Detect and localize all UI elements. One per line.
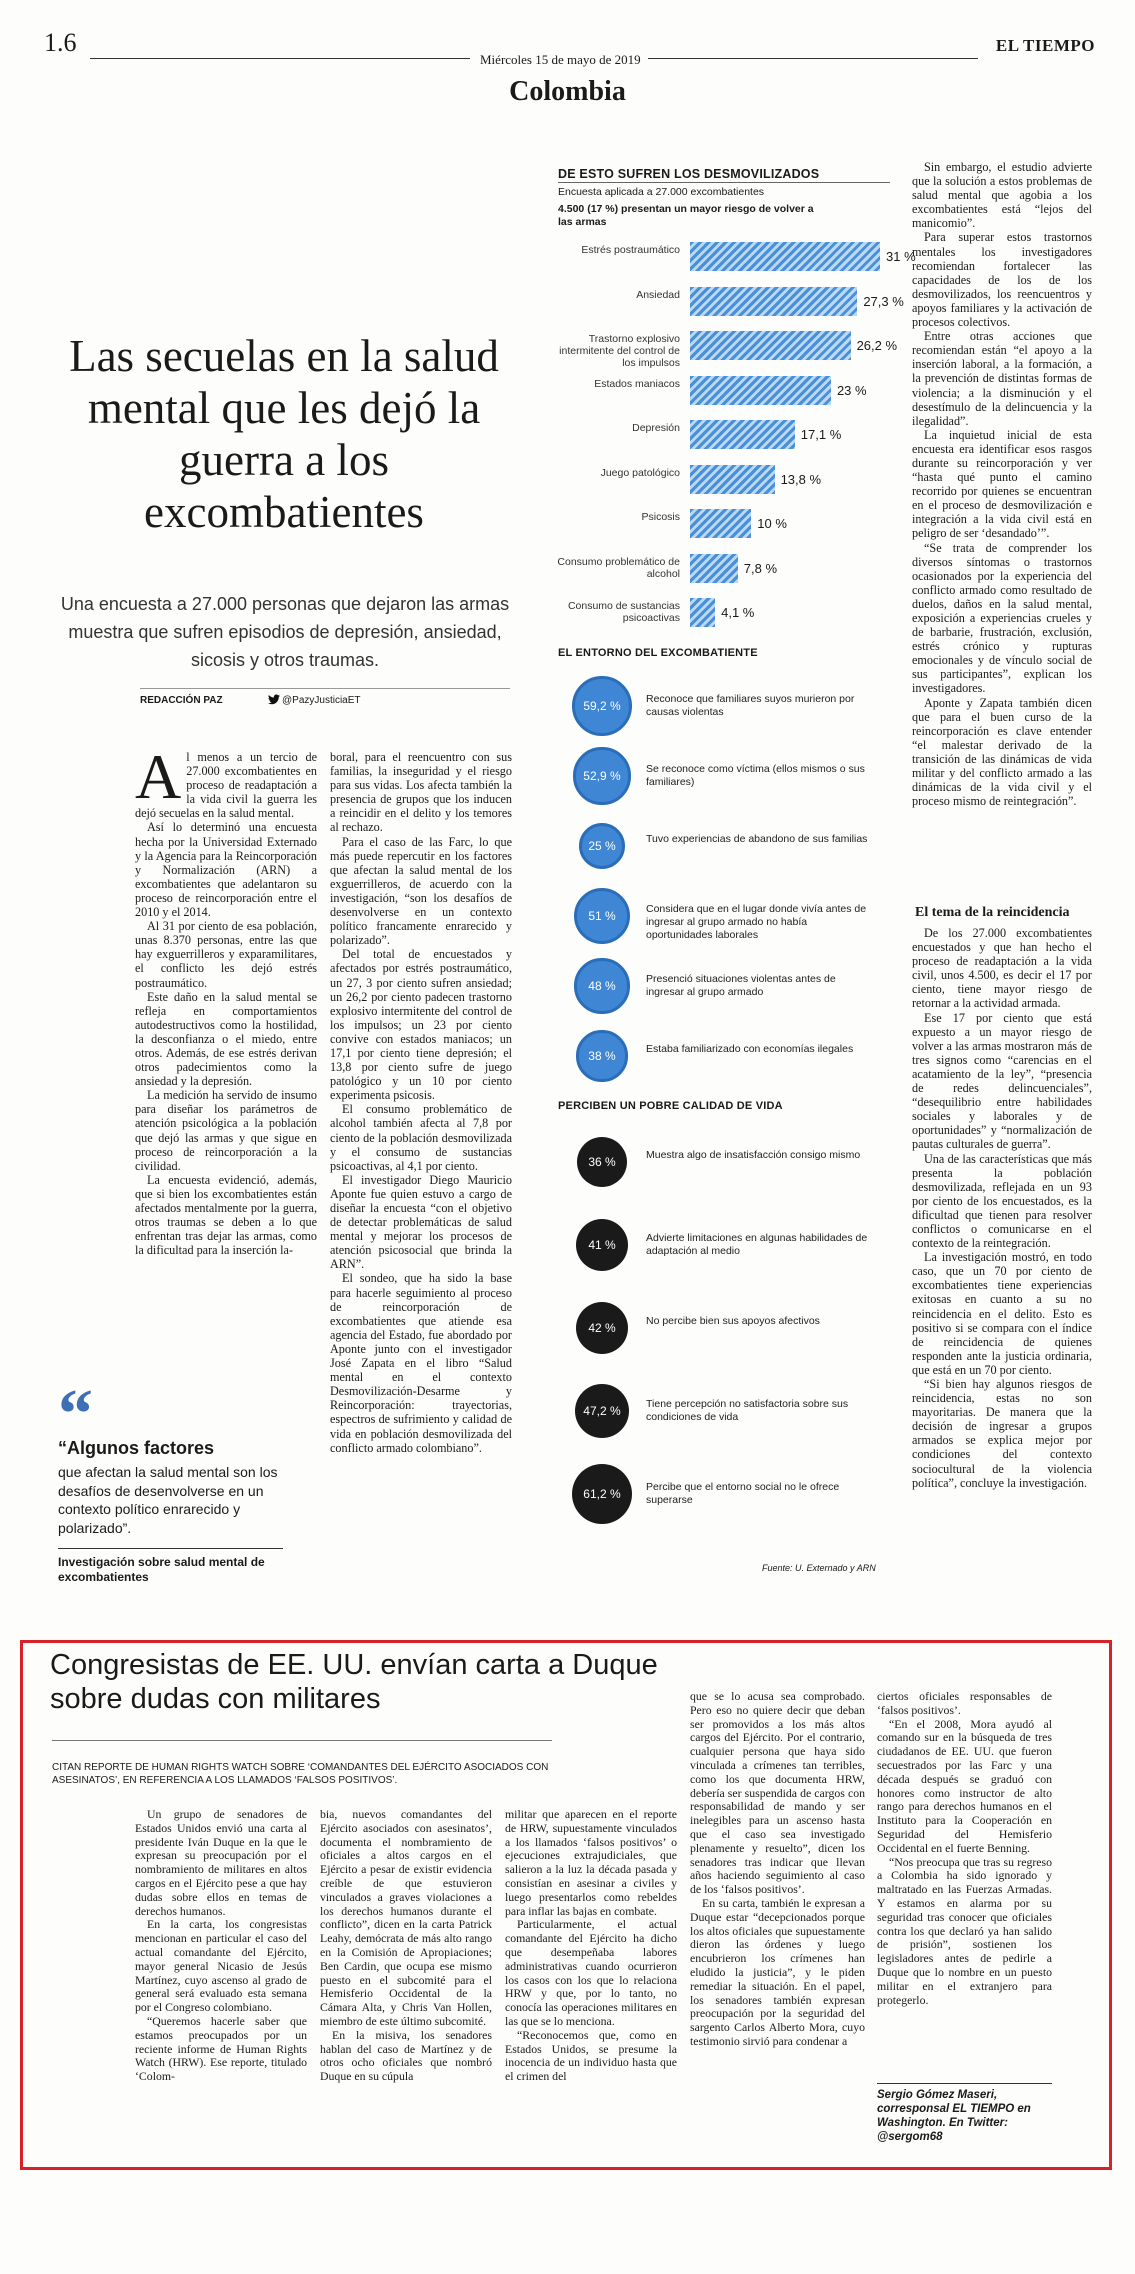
- bubble: 59,2 %: [572, 676, 632, 736]
- story2-column-1: [135, 1808, 307, 2084]
- bar-label: Psicosis: [641, 511, 680, 523]
- paragraph: militar que aparecen en el reporte de HRW, supuestamente vinculados a los llamados ‘falsos positivos’ o ejecuciones extrajudiciales, que salieron a la luz la década pasada y consistían en asesinar a civiles y luego presentarlos como rebeldes para inflar las bajas en combate.: [505, 1807, 677, 1918]
- bar-label: Depresión: [632, 422, 680, 434]
- environment-section-title: EL ENTORNO DEL EXCOMBATIENTE: [558, 647, 758, 659]
- section-title: Colombia: [509, 76, 626, 107]
- paper-logo: EL TIEMPO: [995, 36, 1095, 55]
- article-column-1: [135, 741, 317, 1258]
- paragraph: Así lo determinó una encuesta hecha por la Universidad Externado y la Agencia para la Reincorporación y Normalización (ARN) a excombatientes que adelantaron su proceso de reincorporación entre el 2010 y el 2014.: [135, 820, 317, 920]
- pull-quote-lead: “Algunos factores: [58, 1438, 215, 1458]
- chart-title-rule: [558, 182, 890, 183]
- chart-title: DE ESTO SUFREN LOS DESMOVILIZADOS: [558, 167, 820, 181]
- bar: [690, 287, 857, 316]
- bubble-description: Presenció situaciones violentas antes de ingresar al grupo armado: [646, 973, 836, 998]
- paragraph: “Reconocemos que, como en Estados Unidos, se presume la inocencia de un individuo hasta que el crimen del: [505, 2027, 677, 2084]
- bar-label: Trastorno explosivo intermitente del control de los impulsos: [559, 333, 680, 369]
- bubble: 25 %: [579, 823, 625, 869]
- paragraph: “Se trata de comprender los diversos síntomas o trastornos ocasionados por la experiencia del conflicto armado como resultado de duelos, daños en la salud mental, exposición a experiencias crueles y de barbarie, frustración, exclusión, estrés crónico y rupturas emocionales y de vínculo social de sus participantes”, explican los investigadores.: [912, 540, 1092, 696]
- bar: [690, 331, 851, 360]
- paragraph: Sin embargo, el estudio advierte que la solución a estos problemas de salud mental que agobia a los excombatientes está “lejos del manicomio”.: [912, 160, 1092, 231]
- story2-column-4: [690, 1690, 865, 2049]
- bar: [690, 509, 751, 538]
- paragraph: Ese 17 por ciento que está expuesto a un mayor riesgo de volver a las armas mostraron más de tres signos como “carencias en el acatamiento de la ley”, “presencia de redes delincuenciales”, “desequilibrio entre habilidades sociales y laborales y de oportunidades” y “normalización de pautas culturales de guerra”.: [912, 1010, 1092, 1152]
- bubble: 47,2 %: [575, 1384, 630, 1439]
- deck: Una encuesta a 27.000 personas que dejaron las armas muestra que sufren episodios de depresión, ansiedad, sicosis y otros traumas.: [60, 594, 510, 670]
- bubble-description: Estaba familiarizado con economías ilegales: [646, 1043, 854, 1055]
- bar-value-label: 4,1 %: [721, 605, 755, 620]
- bubble-description: No percibe bien sus apoyos afectivos: [646, 1315, 820, 1327]
- bubble-description: Reconoce que familiares suyos murieron por causas violentas: [646, 693, 855, 718]
- bar-value-label: 7,8 %: [743, 560, 778, 576]
- paragraph: La medición ha servido de insumo para diseñar los parámetros de atención psicológica a la población que dejó las armas y que sigue en proceso de reincorporación a la civilidad.: [135, 1088, 317, 1173]
- quality-section-title: PERCIBEN UN POBRE CALIDAD DE VIDA: [558, 1100, 783, 1112]
- pull-quote-rule: [58, 1548, 283, 1549]
- story2-column-2: [320, 1808, 492, 2084]
- paragraph: “Queremos hacerle saber que estamos preocupados por un reciente informe de Human Rights Watch (HRW). Ese reporte, titulado ‘Colom-: [135, 2013, 307, 2084]
- paragraph: La inquietud inicial de esta encuesta era identificar esos rasgos durante su reincorporación y ver “hasta qué punto el camino recorrido por quienes se encuentran en el proceso de desmovilización e integración a la vida civil está en peligro de ser ‘desandado’”.: [912, 427, 1092, 541]
- paragraph: En la carta, los congresistas mencionan en particular el caso del actual comandante del Ejército, mayor general Nicasio de Jesús Martínez, cuyo ascenso al grado de general será evaluado esta semana por el Congreso colombiano.: [135, 1917, 307, 2015]
- bubble: 48 %: [574, 958, 629, 1013]
- article-column-2: [330, 750, 512, 1455]
- story2-column-5: [877, 1690, 1052, 2007]
- quote-mark-icon: “: [58, 1376, 93, 1453]
- bar-value-label: 23 %: [836, 382, 867, 398]
- signature-rule: [877, 2083, 1052, 2084]
- bar-label: Estrés postraumático: [581, 244, 680, 256]
- twitter-bird-icon: [268, 692, 280, 710]
- paragraph: La encuesta evidenció, además, que si bien los excombatientes están afectados mentalmente por la guerra, otros traumas se deben a lo que enfrentan tras dejar las armas, como la dificultad para la inserción la-: [135, 1172, 317, 1258]
- bubble-description: Advierte limitaciones en algunas habilidades de adaptación al medio: [646, 1232, 868, 1257]
- header-rule-right: [648, 58, 978, 59]
- bubble: 36 %: [577, 1137, 627, 1187]
- bar: [690, 242, 880, 271]
- pull-quote-text: que afectan la salud mental son los desafíos de desenvolverse en un contexto político enrarecido y polarizado”.: [58, 1464, 278, 1536]
- bar-label: Consumo de sustancias psicoactivas: [567, 600, 680, 624]
- header-rule-left: [90, 58, 470, 59]
- second-headline-rule: [52, 1740, 552, 1741]
- bubble-description: Tiene percepción no satisfactoria sobre sus condiciones de vida: [646, 1398, 849, 1423]
- paragraph: En su carta, también le expresan a Duque estar “decepcionados porque los altos oficiales que supuestamente dieron las órdenes y luego encubrieron los crímenes han eludido la justicia”, y le piden remediar la situación. En el papel, los senadores también expresan preocupación por la seguridad del sargento Carlos Alberto Mora, cuyo testimonio sirvió para condenar a: [690, 1895, 865, 2048]
- bubble-description: Se reconoce como víctima (ellos mismos o sus familiares): [646, 763, 865, 788]
- bar-value-label: 31 %: [886, 249, 916, 264]
- bar-value-label: 17,1 %: [800, 427, 842, 442]
- dateline: Miércoles 15 de mayo de 2019: [480, 52, 641, 67]
- bar-value-label: 13,8 %: [780, 471, 822, 487]
- bar-label: Ansiedad: [636, 288, 680, 301]
- bar-value-label: 26,2 %: [856, 338, 898, 353]
- paragraph: “Nos preocupa que tras su regreso a Colombia ha sido ignorado y maltratado en las Fuerzas Armadas. Y estamos en alarma por su seguridad tras conocer que oficiales contra los que declaró ya han salido de prisión”, sostienen los legisladores antes de pedirle a Duque que lo nombre en un puesto militar en el extranjero para protegerlo.: [877, 1854, 1052, 2007]
- bubble: 61,2 %: [572, 1464, 632, 1524]
- paragraph: Un grupo de senadores de Estados Unidos envió una carta al presidente Iván Duque en la que le expresan su preocupación por el nombramiento de militares en altos cargos en el Ejército pese a que hay dudas sobre ellos en temas de derechos humanos.: [135, 1807, 307, 1918]
- bar: [690, 420, 795, 449]
- paragraph: El investigador Diego Mauricio Aponte fue quien estuvo a cargo de diseñar la encuesta “con el objetivo de detectar problemáticas de salud mental y mejorar los procesos de atención psicosocial que brinda la ARN”.: [330, 1172, 512, 1272]
- bubble: 51 %: [574, 888, 630, 944]
- paragraph: boral, para el reencuentro con sus familias, la inseguridad y el riesgo para sus vidas. Los afecta también la presencia de grupos que los inducen a reincidir en el delito y los temores al rechazo.: [330, 750, 512, 835]
- pull-quote-source: Investigación sobre salud mental de excombatientes: [58, 1555, 265, 1584]
- bar: [690, 376, 831, 405]
- bar-value-label: 27,3 %: [863, 293, 904, 309]
- dropcap: A: [135, 741, 182, 812]
- signature: Sergio Gómez Maseri, corresponsal EL TIEMPO en Washington. En Twitter: @sergom68: [877, 2089, 1031, 2143]
- paragraph: Aponte y Zapata también dicen que para el buen curso de la reincorporación es clave entender “el malestar derivado de la transición de las dinámicas de vida militar y del conflicto armado a las dinámicas de la vida civil y el proceso mismo de reintegración”.: [912, 695, 1092, 809]
- paragraph: Para superar estos trastornos mentales los investigadores recomiendan fortalecer las capacidades de los de los desmovilizados, los reencuentros y apoyos familiares y la activación de procesos colectivos.: [912, 230, 1092, 330]
- bar-label: Juego patológico: [600, 466, 680, 479]
- paragraph: De los 27.000 excombatientes encuestados y que han hecho el proceso de readaptación a la vida civil, unos 4.500, es decir el 17 por ciento, tiene mayor riesgo de retornar a la actividad armada.: [912, 926, 1092, 1011]
- paragraph: Una de las características que más presenta la población desmovilizada, reflejada en un 93 por ciento de los encuestados, es la dificultad que tienen para resolver conflictos o comunicarse en el contexto de la reintegración.: [912, 1151, 1092, 1251]
- bar: [690, 465, 775, 494]
- paragraph: ciertos oficiales responsables de ‘falsos positivos’.: [877, 1689, 1052, 1717]
- chart-subtitle: Encuesta aplicada a 27.000 excombatientes: [558, 186, 765, 198]
- paragraph: La investigación mostró, en todo caso, que un 70 por ciento de excombatientes tiene experiencias exitosas en cuanto a su no reincidencia en el delito. Esto es positivo si se compara con el índice de reincidencia de quienes responden ante la justicia ordinaria, que está en un 70 por ciento.: [912, 1250, 1092, 1377]
- bubble-description: Tuvo experiencias de abandono de sus familias: [646, 833, 868, 845]
- paragraph: Entre otras acciones que recomiendan están “el apoyo a la inserción laboral, a la formación, a la prevención de distintas formas de violencia; a la disminución y el desestímulo de la delincuencia y la ilegalidad”.: [912, 329, 1092, 428]
- paragraph: En la misiva, los senadores hablan del caso de Martínez y de otros ocho oficiales que nombró Duque en su cúpula: [320, 2027, 492, 2084]
- main-headline: Las secuelas en la salud mental que les dejó la guerra a los excombatientes: [69, 331, 499, 537]
- bubble-description: Percibe que el entorno social no le ofrece superarse: [646, 1481, 840, 1506]
- paragraph: l menos a un tercio de 27.000 excombatientes en proceso de readaptación a la vida civil la guerra les dejó secuelas en la salud mental.: [135, 750, 317, 821]
- bar: [690, 554, 738, 583]
- paragraph: Este daño en la salud mental se refleja en comportamientos autodestructivos como la hostilidad, la desconfianza o el miedo, entre otros. Además, de ese estrés derivan otros padecimientos como la ansiedad y la depresión.: [135, 989, 317, 1089]
- bubble: 52,9 %: [573, 747, 630, 804]
- chart-highlight: 4.500 (17 %) presentan un mayor riesgo de volver a las armas: [558, 203, 814, 228]
- article-column-4: [912, 160, 1092, 808]
- bar: [690, 598, 715, 627]
- second-headline: Congresistas de EE. UU. envían carta a Duque sobre dudas con militares: [50, 1649, 658, 1715]
- paragraph: que se lo acusa sea comprobado. Pero eso no quiere decir que deban ser promovidos a los más altos cargos del Ejército. Por el contrario, cualquier persona que haya sido vinculada a crímenes tan terribles, como los que documenta HRW, debería ser suspendida de cargos con responsabilidad de mando y ser inelegibles para un ascenso hasta que el caso sea investigado plenamente y resuelto”, dicen los senadores tras indicar que llevan años haciendo seguimiento al caso de los ‘falsos positivos’.: [690, 1689, 865, 1897]
- subhead-reincidencia: El tema de la reincidencia: [915, 905, 1070, 920]
- bubble: 38 %: [576, 1030, 627, 1081]
- paragraph: El consumo problemático de alcohol también afecta al 7,8 por ciento de la población desmovilizada y el consumo de sustancias psicoactivas, al 4,1 por ciento.: [330, 1102, 512, 1173]
- paragraph: Del total de encuestados y afectados por estrés postraumático, un 27, 3 por ciento sufren ansiedad; un 26,2 por ciento padecen trastorno explosivo intermitente del control de los impulsos; un 23 por ciento convive con estados maniacos; un 17,1 por ciento tiene depresión; el 13,8 por ciento sufre de juego patológico y un 10 por ciento experimenta psicosis.: [330, 947, 512, 1103]
- chart-source: Fuente: U. Externado y ARN: [762, 1563, 876, 1573]
- paragraph: “En el 2008, Mora ayudó al comando sur en la búsqueda de tres ciudadanos de EE. UU. que fueron secuestrados por las Farc y una década después se graduó con honores como instructor de alto rango para derechos humanos en el Instituto para la Cooperación en Seguridad del Hemisferio Occidental en el fuerte Benning.: [877, 1716, 1052, 1855]
- paragraph: Al 31 por ciento de esa población, unas 8.370 personas, entre las que hay exguerrilleros y exparamilitares, el conflicto les dejó estrés postraumático.: [135, 919, 317, 990]
- bar-label: Estados maniacos: [594, 377, 680, 390]
- paragraph: “Si bien hay algunos riesgos de reincidencia, estas no son mayoritarias. De manera que la decisión de ingresar a grupos armados se explica mejor por condiciones del contexto sociocultural de la violencia política”, concluye la investigación.: [912, 1377, 1092, 1490]
- bubble-description: Muestra algo de insatisfacción consigo mismo: [646, 1149, 861, 1161]
- article-column-4b: [912, 926, 1092, 1490]
- page-number: 1.6: [44, 28, 77, 57]
- bubble-description: Considera que en el lugar donde vivía antes de ingresar al grupo armado no había oportunidades laborales: [646, 903, 867, 941]
- story2-column-3: [505, 1808, 677, 2084]
- bar-value-label: 10 %: [757, 516, 787, 531]
- byline-rule: [140, 688, 510, 689]
- paragraph: bia, nuevos comandantes del Ejército asociados con asesinatos’, documenta el nombramiento de oficiales a altos cargos en el Ejército a pesar de existir evidencia creíble de que estuvieron vinculados a graves violaciones a los derechos humanos durante el conflicto”, dicen en la carta Patrick Leahy, demócrata de más alto rango en la Comisión de Apropiaciones; Ben Cardin, que ocupa ese mismo puesto en el subcomité para el Hemisferio Occidental de la Cámara Alta, y Chris Van Hollen, miembro de este último subcomité.: [320, 1807, 492, 2028]
- paragraph: El sondeo, que ha sido la base para hacerle seguimiento al proceso de reincorporación de excombatientes que atiende esa agencia del Estado, fue abordado por Aponte junto con el investigador José Zapata en el libro “Salud mental en el contexto Desmovilización-Desarme y Reincorporación: trayectorias, espectros de sufrimiento y calidad de vida en población desmovilizada del conflicto armado colombiano”.: [330, 1271, 512, 1455]
- paragraph: Particularmente, el actual comandante del Ejército ha dicho que desempeñaba labores administrativas cuando ocurrieron los casos con los que lo relaciona HRW y que, por lo tanto, no conocía las operaciones militares en las que se lo menciona.: [505, 1917, 677, 2028]
- bar-label: Consumo problemático de alcohol: [557, 555, 680, 580]
- second-summary: CITAN REPORTE DE HUMAN RIGHTS WATCH SOBRE ‘COMANDANTES DEL EJÉRCITO ASOCIADOS CON ASESINATOS’, EN REFERENCIA A LOS LLAMADOS ‘FALSOS POSITIVOS’.: [52, 1762, 549, 1786]
- byline: REDACCIÓN PAZ: [140, 695, 223, 706]
- bubble: 41 %: [576, 1219, 628, 1271]
- bubble: 42 %: [576, 1302, 629, 1355]
- twitter-handle: @PazyJusticiaET: [282, 695, 361, 706]
- paragraph: Para el caso de las Farc, lo que más puede repercutir en los factores que afectan la salud mental de los exguerrilleros, de acuerdo con la investigación, “son los desafíos de desenvolverse en un contexto político francamente enrarecido y polarizado”.: [330, 834, 512, 948]
